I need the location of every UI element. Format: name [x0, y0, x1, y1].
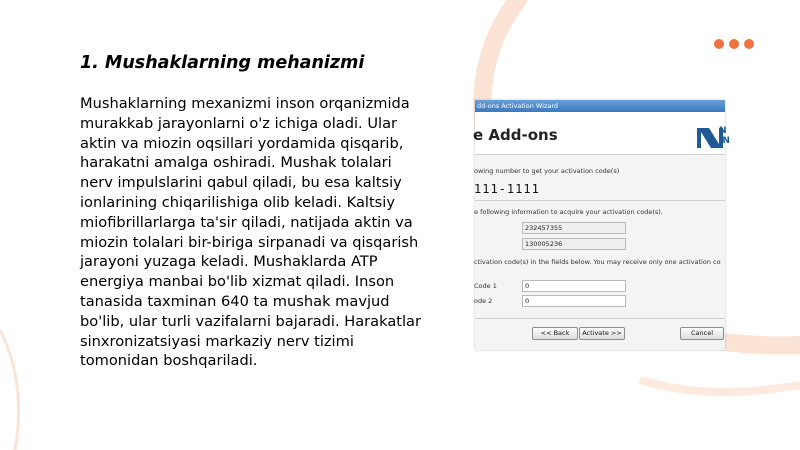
- info-prompt-text: e following information to acquire your activation code(s).: [474, 208, 663, 216]
- dot-icon: [744, 39, 754, 49]
- dot-icon: [729, 39, 739, 49]
- wizard-banner-title: e Add-ons: [473, 126, 558, 144]
- code-2-label: ode 2: [474, 297, 493, 305]
- code-1-label: Code 1: [474, 282, 497, 290]
- activate-button[interactable]: Activate >>: [579, 327, 625, 340]
- slide-heading: 1. Mushaklarning mehanizmi: [80, 53, 365, 73]
- cancel-button[interactable]: Cancel: [680, 327, 724, 340]
- serial-prompt-text: owing number to get your activation code(s): [474, 167, 620, 175]
- code-2-input[interactable]: 0: [522, 295, 626, 307]
- wizard-banner: [473, 112, 730, 155]
- serial-id-field: 130005236: [522, 238, 626, 250]
- slide-body-text: Mushaklarning mexanizmi inson orqanizmida murakkab jarayonlarni o'z ichiga oladi. Ular aktin va miozin oqsillari yordamida qisqarib, harakatni amalga oshiradi. Mushak tolalari nerv impulslarini qabul qiladi, bu esa kaltsiy ionlarining chiqarilishiga olib keladi. Kaltsiy miofibrillarlarga ta'sir qiladi, natijada aktin va miozin tolalari bir-biriga sirpanadi va qisqarish jarayoni yuzaga keladi. Mushaklarda ATP energiya manbai bo'lib xizmat qiladi. Inson tanasida taxminan 640 ta mushak mavjud bo'lib, ular turli vazifalarni bajaradi. Harakatlar sinxronizatsiyasi markaziy nerv tizimi tomonidan boshqariladi.: [80, 95, 421, 370]
- dot-icon: [714, 39, 724, 49]
- code-1-input[interactable]: 0: [522, 280, 626, 292]
- activation-wizard-screenshot: [473, 100, 730, 350]
- decorative-dots: [714, 39, 754, 49]
- footer-divider: [475, 318, 725, 319]
- wizard-title-bar: dd-ons Activation Wizard: [475, 100, 725, 112]
- serial-number: 111-1111: [474, 182, 540, 196]
- computer-id-field: 232457355: [522, 222, 626, 234]
- ni-logo-text: N IN: [719, 126, 730, 146]
- back-button[interactable]: << Back: [532, 327, 578, 340]
- divider: [475, 200, 725, 201]
- code-prompt-text: ctivation code(s) in the fields below. You may receive only one activation co: [474, 258, 721, 266]
